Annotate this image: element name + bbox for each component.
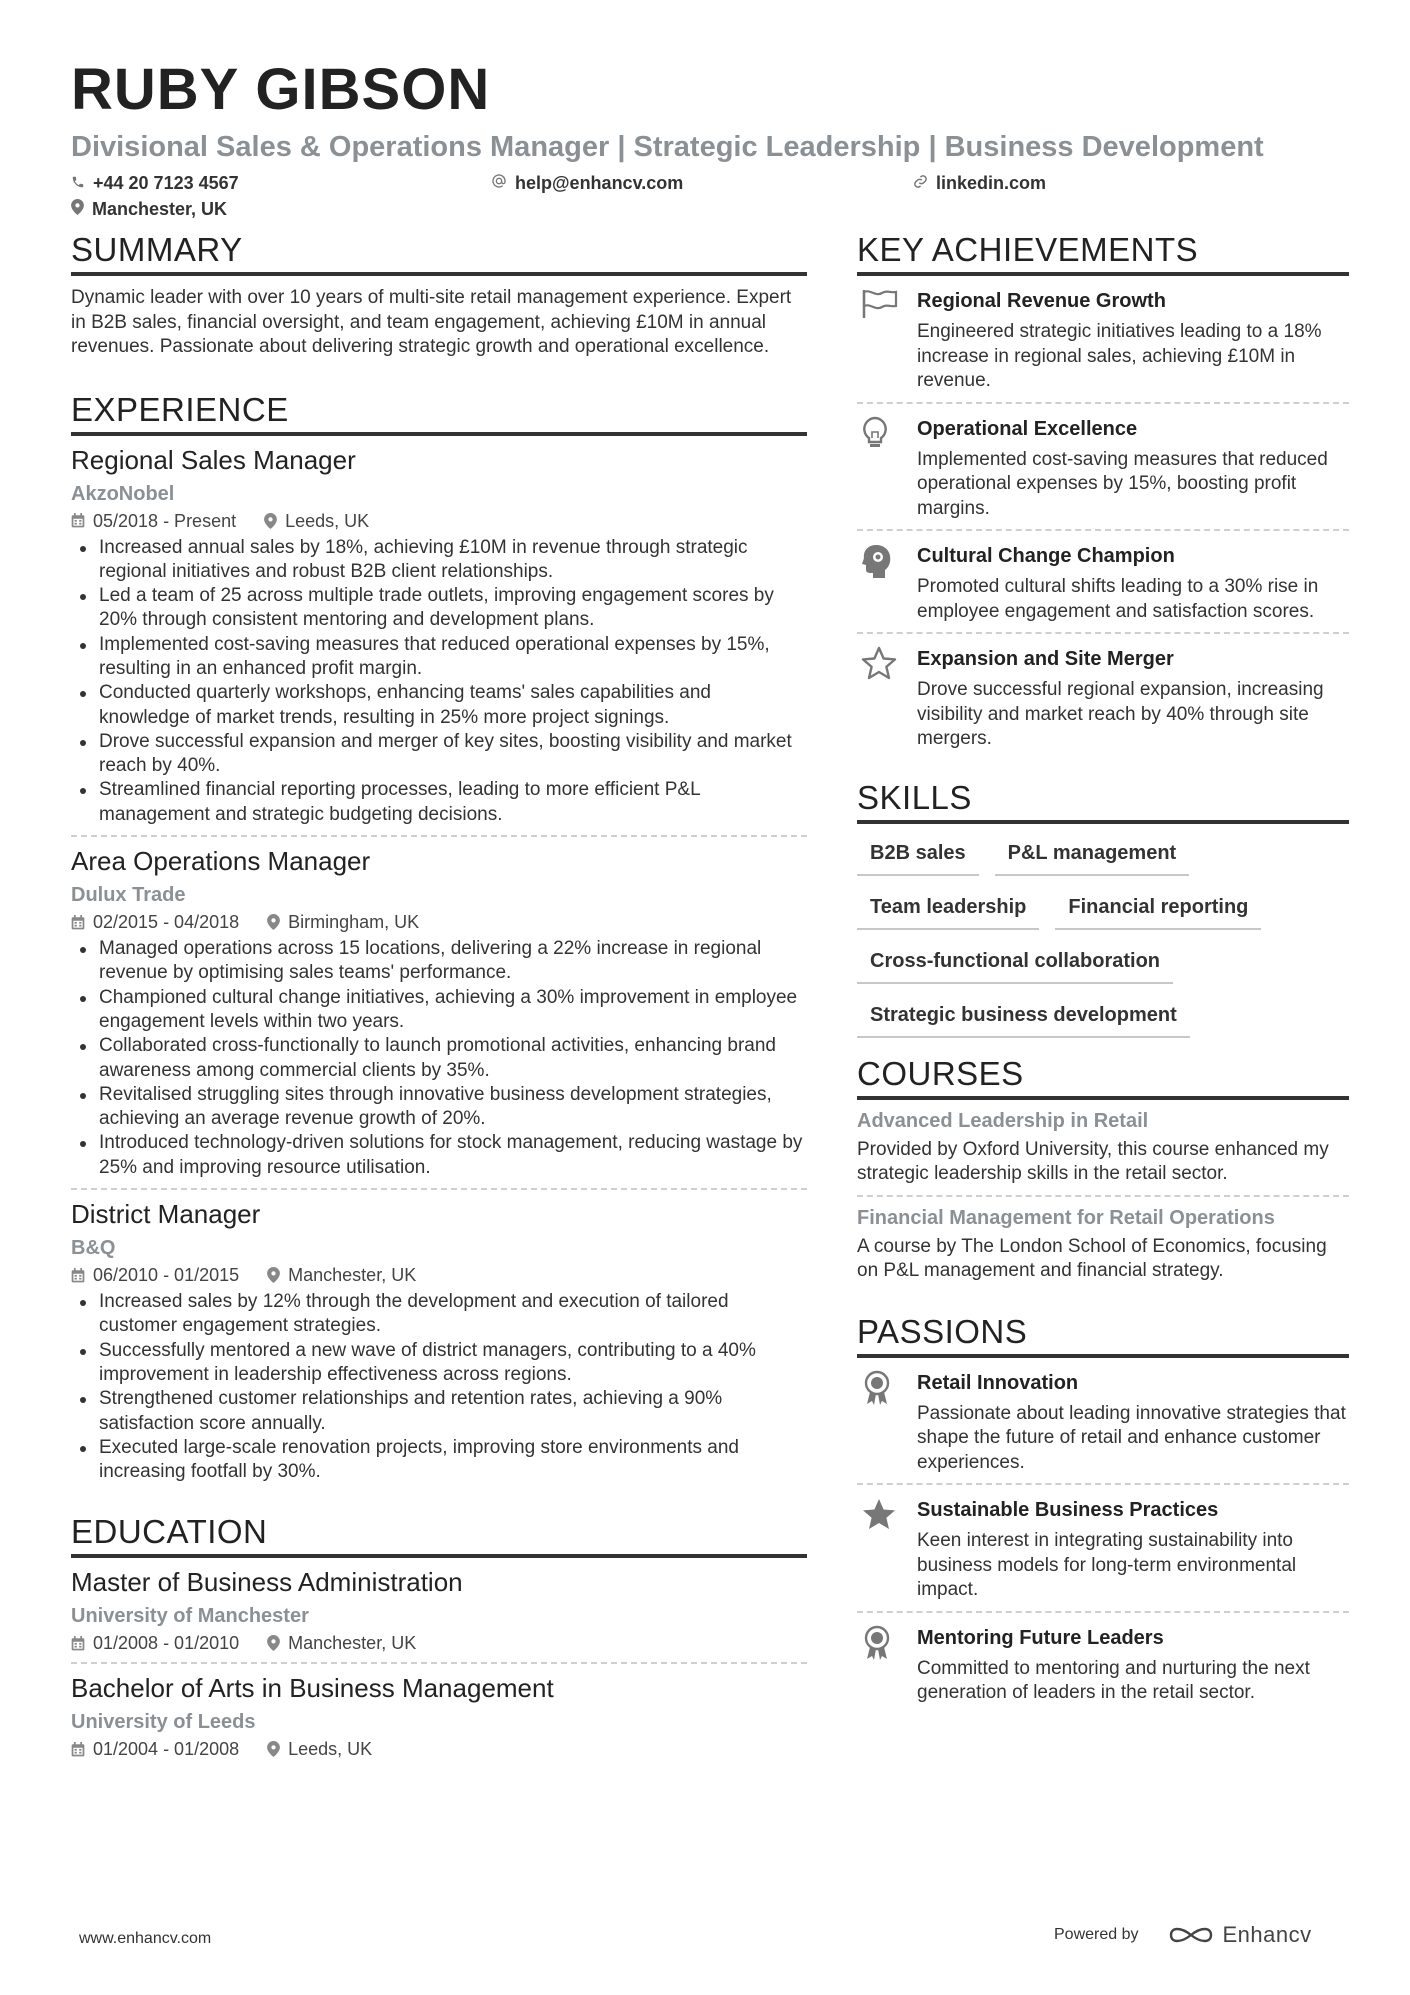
contact-linkedin[interactable] [913, 170, 1046, 196]
passion-title: Retail Innovation [917, 1371, 1079, 1394]
passion-item [857, 1358, 1349, 1486]
bullet: Led a team of 25 across multiple trade outlets, improving engagement scores by 20% through consistent mentoring and development plans. [71, 584, 807, 633]
summary-section [71, 228, 807, 360]
passions-heading: PASSIONS [857, 1310, 1349, 1358]
job-location-text: Leeds, UK [285, 510, 370, 531]
achievements-section [857, 228, 1349, 760]
achievement-item [857, 531, 1349, 634]
skills-section [857, 776, 1349, 1038]
skill-tag: B2B sales [857, 836, 979, 876]
education-meta [71, 1736, 807, 1762]
bullet: Conducted quarterly workshops, enhancing teams' sales capabilities and knowledge of market trends, resulting in 25% more project signings. [71, 681, 807, 730]
education-dates-text: 01/2008 - 01/2010 [93, 1633, 240, 1654]
achievement-item [857, 404, 1349, 532]
achievement-item [857, 634, 1349, 760]
school-name: University of Manchester [71, 1605, 309, 1628]
achievement-title: Regional Revenue Growth [917, 290, 1166, 312]
email-text: help@enhancv.com [515, 172, 684, 193]
course-desc: A course by The London School of Economics, focusing on P&L management and financial strategy. [857, 1235, 1327, 1281]
bullet: Introduced technology-driven solutions for stock management, reducing wastage by 25% and improving resource utilisation. [71, 1131, 807, 1180]
achievement-desc: Drove successful regional expansion, increasing visibility and market reach by 40% through site mergers. [917, 679, 1324, 749]
job-bullets [71, 1290, 807, 1484]
linkedin-text: linkedin.com [936, 172, 1047, 193]
bullet: Implemented cost-saving measures that reduced operational expenses by 15%, resulting in an enhanced profit margin. [71, 633, 807, 682]
passion-title: Mentoring Future Leaders [917, 1626, 1164, 1649]
resume-header [71, 56, 1351, 226]
achievement-item [857, 276, 1349, 404]
bullet: Strengthened customer relationships and retention rates, achieving a 90% satisfaction score annually. [71, 1387, 807, 1436]
skill-tag: Cross-functional collaboration [857, 944, 1173, 984]
job-location [267, 909, 419, 935]
bullet: Drove successful expansion and merger of key sites, boosting visibility and market reach by 40%. [71, 730, 807, 779]
location-pin-icon [267, 1635, 280, 1651]
education-dates-text: 01/2004 - 01/2008 [93, 1739, 240, 1760]
degree-title: Bachelor of Arts in Business Management [71, 1673, 554, 1704]
course-title: Financial Management for Retail Operations [857, 1206, 1275, 1229]
job-title: Regional Sales Manager [71, 444, 356, 475]
star-outline-icon [857, 644, 917, 752]
calendar-icon [71, 915, 85, 930]
star-filled-icon [857, 1495, 917, 1603]
job-entry [71, 436, 807, 838]
job-location [267, 1262, 416, 1288]
passions-section [857, 1310, 1349, 1714]
education-entry [71, 1664, 807, 1768]
skill-tag: P&L management [995, 836, 1190, 876]
job-meta [71, 909, 807, 935]
skills-list [857, 824, 1349, 1038]
education-location-text: Manchester, UK [288, 1633, 417, 1654]
degree-title: Master of Business Administration [71, 1567, 463, 1598]
bullet: Increased sales by 12% through the development and execution of tailored customer engagement strategies. [71, 1290, 807, 1339]
education-location [267, 1630, 416, 1656]
passion-desc: Keen interest in integrating sustainability into business models for long-term environmental impact. [917, 1530, 1297, 1600]
education-location-text: Leeds, UK [288, 1739, 373, 1760]
bullet: Championed cultural change initiatives, achieving a 30% improvement in employee engagement levels within two years. [71, 986, 807, 1035]
job-title: Area Operations Manager [71, 846, 371, 877]
location-pin-icon [267, 1267, 280, 1283]
bullet: Increased annual sales by 18%, achieving £10M in revenue through strategic regional initiatives and robust B2B client relationships. [71, 536, 807, 585]
job-company: Dulux Trade [71, 884, 186, 907]
job-dates [71, 1262, 239, 1288]
job-company: B&Q [71, 1237, 116, 1260]
footer-branding [1054, 1922, 1312, 1948]
passion-item [857, 1613, 1349, 1714]
achievement-desc: Promoted cultural shifts leading to a 30% rise in employee engagement and satisfaction scores. [917, 576, 1319, 622]
location-pin-icon [264, 513, 277, 529]
education-dates [71, 1736, 239, 1762]
job-dates-text: 05/2018 - Present [93, 510, 237, 531]
job-company: AkzoNobel [71, 482, 175, 505]
skill-tag: Financial reporting [1055, 890, 1261, 930]
passion-desc: Passionate about leading innovative strategies that shape the future of retail and enhance customer experiences. [917, 1402, 1346, 1473]
contact-email[interactable] [491, 170, 683, 196]
skills-heading: SKILLS [857, 776, 1349, 824]
achievement-title: Cultural Change Champion [917, 545, 1175, 567]
passion-item [857, 1485, 1349, 1613]
job-bullets [71, 536, 807, 828]
phone-text: +44 20 7123 4567 [93, 172, 239, 193]
job-title: District Manager [71, 1199, 261, 1230]
location-pin-icon [267, 914, 280, 930]
job-dates [71, 508, 236, 534]
calendar-icon [71, 513, 85, 528]
head-icon [857, 541, 917, 624]
course-title: Advanced Leadership in Retail [857, 1109, 1149, 1132]
lightbulb-icon [857, 414, 917, 522]
bullet: Managed operations across 15 locations, delivering a 22% increase in regional revenue by optimising sales teams' performance. [71, 937, 807, 986]
bullet: Revitalised struggling sites through innovative business development strategies, achieving an average revenue growth of 20%. [71, 1083, 807, 1132]
education-section [71, 1510, 807, 1768]
contact-location [71, 196, 227, 222]
course-item [857, 1197, 1349, 1292]
link-icon [913, 173, 936, 194]
summary-heading: SUMMARY [71, 228, 807, 276]
at-icon [491, 173, 515, 194]
job-location [264, 508, 369, 534]
skill-tag: Team leadership [857, 890, 1039, 930]
bullet: Successfully mentored a new wave of district managers, contributing to a 40% improvement in leadership effectiveness across regions. [71, 1339, 807, 1388]
education-heading: EDUCATION [71, 1510, 807, 1558]
location-text: Manchester, UK [92, 198, 228, 219]
education-entry [71, 1558, 807, 1664]
job-entry [71, 1190, 807, 1492]
location-pin-icon [267, 1741, 280, 1757]
passion-title: Sustainable Business Practices [917, 1499, 1219, 1521]
calendar-icon [71, 1636, 85, 1651]
bullet: Streamlined financial reporting processes, leading to more efficient P&L management and strategic budgeting decisions. [71, 778, 807, 827]
candidate-name: RUBY GIBSON [71, 57, 491, 122]
education-meta [71, 1630, 807, 1656]
job-dates-text: 02/2015 - 04/2018 [93, 912, 240, 933]
enhancv-logo-icon [1167, 1923, 1215, 1947]
left-column [71, 228, 807, 1782]
achievement-title: Expansion and Site Merger [917, 648, 1174, 670]
award-icon [857, 1368, 917, 1476]
contact-phone[interactable] [71, 170, 239, 196]
course-item [857, 1100, 1349, 1197]
footer-website[interactable]: www.enhancv.com [79, 1930, 212, 1947]
job-location-text: Manchester, UK [288, 1265, 417, 1286]
experience-heading: EXPERIENCE [71, 388, 807, 436]
right-column [857, 228, 1349, 1728]
education-dates [71, 1630, 239, 1656]
passion-desc: Committed to mentoring and nurturing the next generation of leaders in the retail sector. [917, 1657, 1310, 1703]
job-entry [71, 837, 807, 1190]
flag-icon [857, 286, 917, 394]
achievement-title: Operational Excellence [917, 417, 1138, 440]
job-meta [71, 1262, 807, 1288]
job-bullets [71, 937, 807, 1180]
achievement-desc: Engineered strategic initiatives leading to a 18% increase in regional sales, achieving £10M in revenue. [917, 321, 1322, 391]
award-icon [857, 1623, 917, 1706]
job-meta [71, 508, 807, 534]
achievements-heading: KEY ACHIEVEMENTS [857, 228, 1349, 276]
location-pin-icon [71, 199, 92, 220]
courses-section [857, 1052, 1349, 1292]
job-dates [71, 909, 239, 935]
phone-icon [71, 173, 93, 194]
powered-by-text: Powered by [1054, 1926, 1139, 1943]
brand-name: Enhancv [1222, 1922, 1312, 1947]
experience-section [71, 388, 807, 1493]
achievement-desc: Implemented cost-saving measures that reduced operational expenses by 15%, boosting profit margins. [917, 448, 1328, 519]
skill-tag: Strategic business development [857, 998, 1190, 1038]
job-location-text: Birmingham, UK [288, 912, 420, 933]
job-dates-text: 06/2010 - 01/2015 [93, 1265, 240, 1286]
candidate-tagline: Divisional Sales & Operations Manager | Strategic Leadership | Business Development [71, 131, 1264, 163]
courses-heading: COURSES [857, 1052, 1349, 1100]
education-location [267, 1736, 372, 1762]
calendar-icon [71, 1742, 85, 1757]
contact-info [71, 170, 1351, 226]
course-desc: Provided by Oxford University, this course enhanced my strategic leadership skills in the retail sector. [857, 1138, 1329, 1184]
bullet: Executed large-scale renovation projects, improving store environments and increasing footfall by 30%. [71, 1436, 807, 1485]
calendar-icon [71, 1268, 85, 1283]
bullet: Collaborated cross-functionally to launch promotional activities, enhancing brand awareness among commercial clients by 35%. [71, 1034, 807, 1083]
school-name: University of Leeds [71, 1711, 256, 1734]
summary-text: Dynamic leader with over 10 years of multi-site retail management experience. Expert in B2B sales, financial oversight, and team engagement, achieving £10M in annual revenues. Passionate about delivering strategic growth and operational excellence. [71, 287, 792, 357]
